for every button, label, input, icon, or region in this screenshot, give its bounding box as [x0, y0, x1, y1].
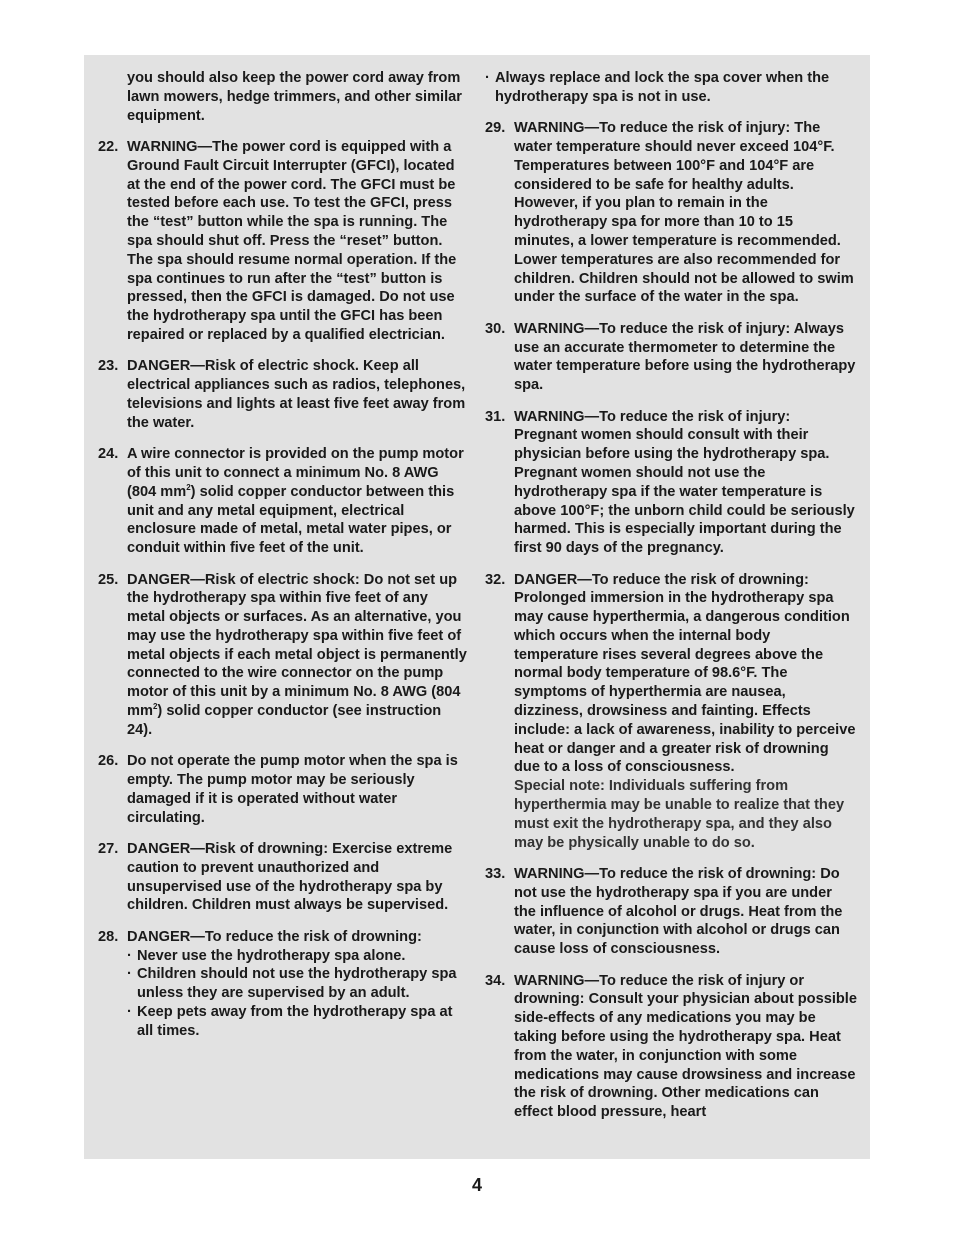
instruction-22 — [98, 138, 470, 345]
item-text — [127, 445, 470, 558]
item-number: 27. — [98, 841, 119, 858]
superscript: 2 — [152, 702, 158, 712]
bullet-item: · Keep pets away from the hydrotherapy spa at all times. — [127, 1003, 470, 1041]
item-number: 30. — [485, 320, 506, 337]
special-note: Special note: Individuals suffering from hyperthermia may be unable to realize that they must exit the hydrotherapy spa, and they also may be physically unable to do so. — [514, 778, 845, 851]
item-number: 31. — [485, 408, 506, 425]
instruction-34 — [485, 972, 857, 1122]
item-text: WARNING—To reduce the risk of injury: Pregnant women should consult with their physician before using the hydrotherapy spa. Pregnant women should not use the hydrotherapy spa if the water temperature is above 100°F; the unborn child could be seriously harmed. This is especially important during the first 90 days of the pregnancy. — [514, 408, 855, 557]
item-text — [127, 571, 470, 740]
item-text: WARNING—To reduce the risk of drowning: Do not use the hydrotherapy spa if you are under the influence of alcohol or drugs. Heat from the water, in conjunction with alcohol or drugs can cause loss of consciousness. — [514, 866, 843, 958]
instruction-23 — [98, 357, 470, 432]
bullet-item: · Children should not use the hydrotherapy spa unless they are supervised by an adult. — [127, 965, 470, 1003]
item-text-part: DANGER—Risk of electric shock: Do not set up the hydrotherapy spa within five feet of any metal objects or surfaces. As an alternative, you may use the hydrotherapy spa within five feet of metal objects if each metal object is permanently connected to the wire connector on the pump motor of this unit by a minimum No. 8 AWG (804 mm — [127, 571, 467, 720]
item-text-part: ) solid copper conductor (see instruction 24). — [127, 703, 442, 738]
item-number: 26. — [98, 753, 119, 770]
item-text-part: ) solid copper conductor between this unit and any metal equipment, electrical enclosure made of metal, metal water pipes, or conduit within five feet of the unit. — [127, 483, 455, 557]
item-text: WARNING—To reduce the risk of injury or drowning: Consult your physician about possible side-effects of any medications you may be taking before using the hydrotherapy spa. Heat from the water, in conjunction with some medications may cause drowsiness and increase the risk of drowning. Other medications can effect blood pressure, heart — [514, 972, 857, 1121]
bullet-item: · Always replace and lock the spa cover when the hydrotherapy spa is not in use. — [485, 69, 857, 107]
item-number: 32. — [485, 571, 506, 588]
bullet-item: · Never use the hydrotherapy spa alone. — [127, 947, 470, 966]
instruction-28 — [98, 928, 470, 1041]
continued-text: you should also keep the power cord away from lawn mowers, hedge trimmers, and other similar equipment. — [127, 70, 462, 124]
item-number: 23. — [98, 358, 119, 375]
page-number: 4 — [471, 1175, 482, 1195]
instruction-26 — [98, 752, 470, 827]
instruction-24 — [98, 445, 470, 558]
item-text: DANGER—Risk of electric shock. Keep all electrical appliances such as radios, telephones, televisions and lights at least five feet away from the water. — [127, 358, 466, 431]
item-number: 29. — [485, 120, 506, 137]
item-text: WARNING—The power cord is equipped with a Ground Fault Circuit Interrupter (GFCI), located at the end of the power cord. The GFCI must be tested before each use. To test the GFCI, press the “test” button while the spa is running. The spa should shut off. Press the “reset” button. The spa should resume normal operation. If the spa continues to run after the “test” button is pressed, then the GFCI is damaged. Do not use the hydrotherapy spa until the GFCI has been repaired or replaced by a qualified electrician. — [127, 138, 457, 343]
superscript: 2 — [186, 482, 191, 492]
instruction-31 — [485, 408, 857, 558]
instruction-33 — [485, 865, 857, 959]
item-number: 28. — [98, 928, 119, 945]
instruction-30 — [485, 320, 857, 395]
item-text: WARNING—To reduce the risk of injury: Always use an accurate thermometer to determine the water temperature before using the hydrotherapy spa. — [514, 320, 856, 394]
left-column — [98, 69, 470, 1053]
continued-bullets — [485, 69, 857, 107]
item-number: 22. — [98, 138, 119, 155]
instruction-27 — [98, 840, 470, 915]
item-number: 33. — [485, 866, 506, 883]
bullet-list — [127, 947, 470, 1041]
item-text: DANGER—To reduce the risk of drowning: — [127, 928, 422, 945]
item-text-part: A wire connector is provided on the pump motor of this unit to connect a minimum No. 8 AWG (804 mm — [127, 446, 464, 500]
item-number: 25. — [98, 571, 119, 588]
item-text: WARNING—To reduce the risk of injury: The water temperature should never exceed 104°F. Temperatures between 100°F and 104°F are considered to be safe for healthy adults. However, if you plan to remain in the hydrotherapy spa for more than 10 to 15 minutes, a lower temperature is recommended. Lower temperatures are also recommended for children. Children should not be allowed to swim under the surface of the water in the spa. — [514, 120, 854, 306]
instruction-25 — [98, 571, 470, 740]
item-text: Do not operate the pump motor when the spa is empty. The pump motor may be seriously damaged if it is operated without water circulating. — [127, 753, 458, 826]
instruction-29 — [485, 119, 857, 307]
item-text: DANGER—To reduce the risk of drowning: Prolonged immersion in the hydrotherapy spa may cause hyperthermia, a dangerous condition which occurs when the internal body temperature rises several degrees above the normal body temperature of 98.6°F. The symptoms of hyperthermia are nausea, dizziness, drowsiness and fainting. Effects include: a lack of awareness, inability to perceive heat or danger and a greater risk of drowning due to a loss of consciousness. — [514, 571, 856, 776]
instructions-panel — [84, 55, 870, 1159]
instruction-32 — [485, 571, 857, 853]
item-number: 24. — [98, 446, 119, 463]
item-number: 34. — [485, 972, 506, 989]
item-text: DANGER—Risk of drowning: Exercise extreme caution to prevent unauthorized and unsupervised use of the hydrotherapy spa by children. Children must always be supervised. — [127, 841, 453, 914]
bullet-list — [485, 69, 857, 107]
right-column — [485, 69, 857, 1135]
